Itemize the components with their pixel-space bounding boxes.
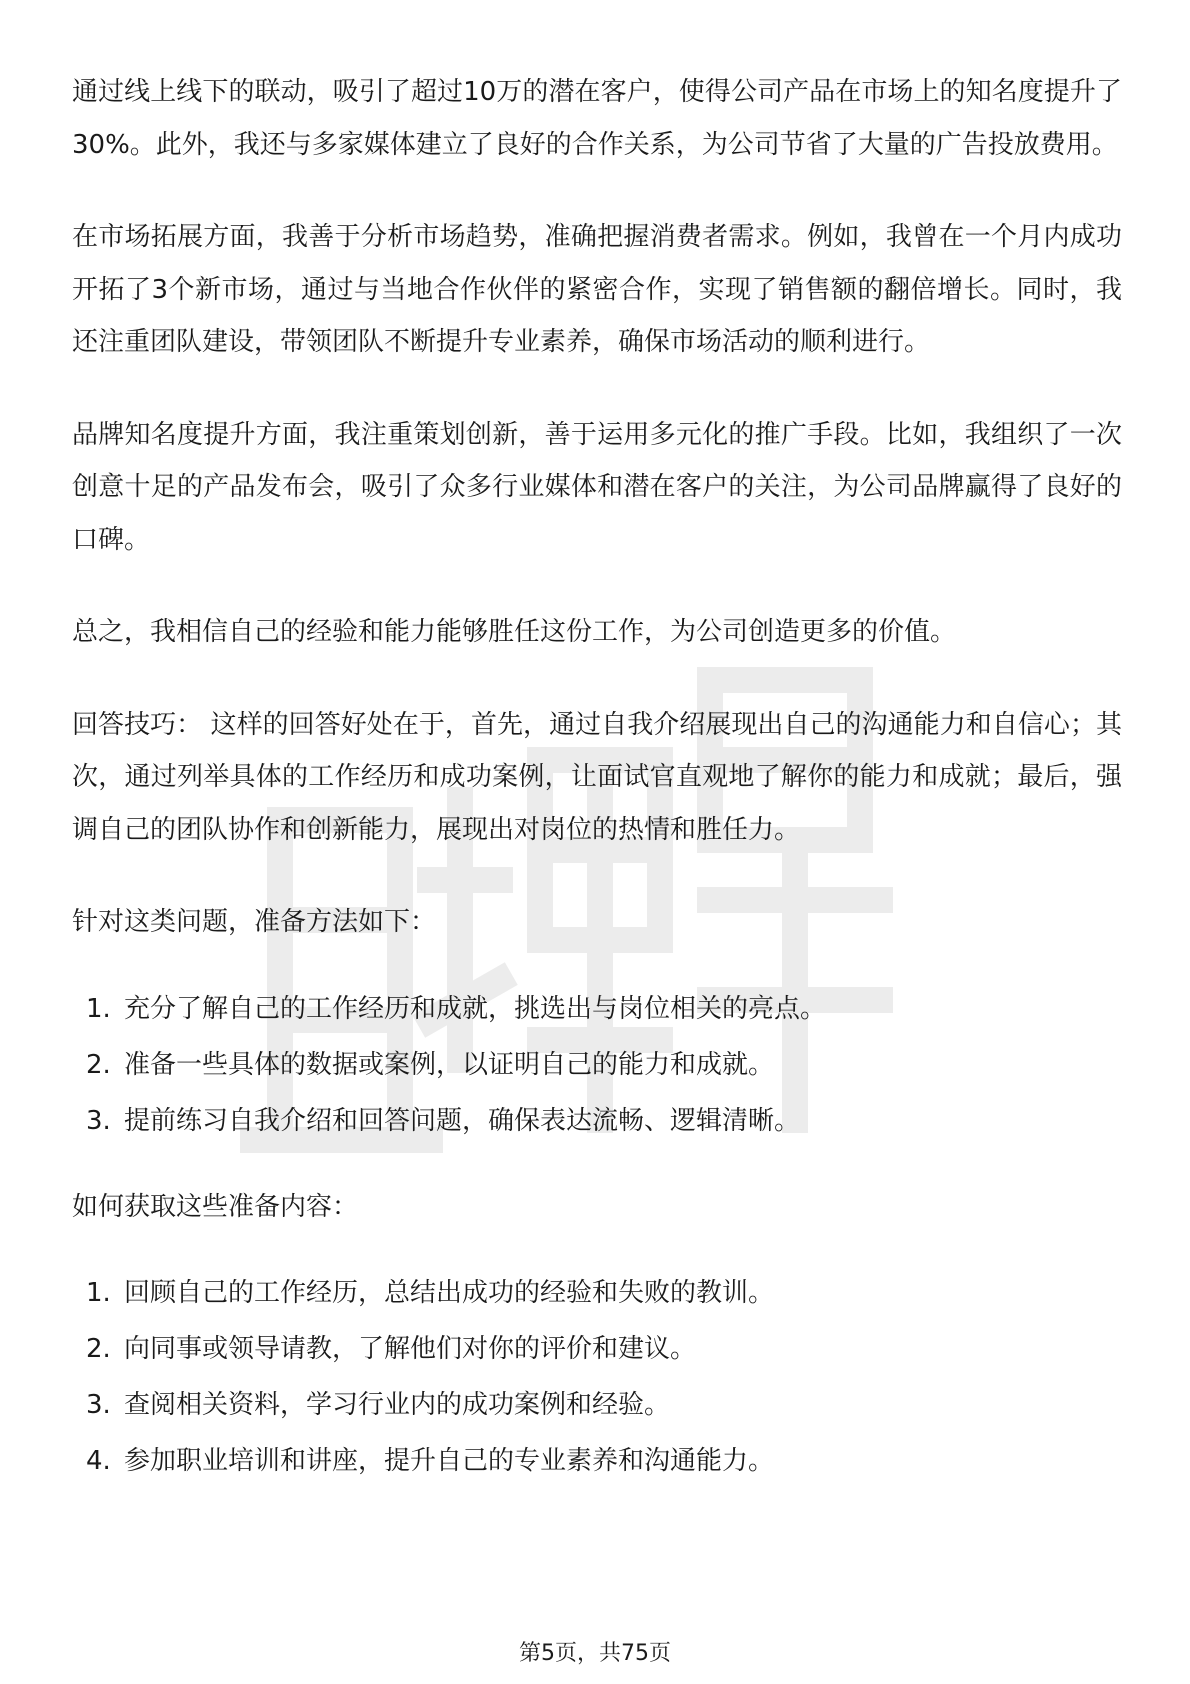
list-item <box>72 981 1122 1037</box>
list-item-text: 准备一些具体的数据或案例，以证明自己的能力和成就。 <box>124 1049 775 1080</box>
list-item <box>72 1037 1122 1093</box>
preparation-list <box>72 981 1122 1149</box>
list-item <box>72 1321 1122 1377</box>
list-item-number: 4. <box>86 1446 111 1476</box>
paragraph-market-expansion: 在市场拓展方面，我善于分析市场趋势，准确把握消费者需求。例如，我曾在一个月内成功开拓了3个新市场，通过与当地合作伙伴的紧密合作，实现了销售额的翻倍增长。同时，我还注重团队建设，带领团队不断提升专业素养，确保市场活动的顺利进行。 <box>72 222 1122 357</box>
document-body <box>72 66 1122 1489</box>
heading-preparation-methods: 针对这类问题，准备方法如下： <box>72 907 437 937</box>
list-item-text: 向同事或领导请教，了解他们对你的评价和建议。 <box>124 1334 697 1364</box>
list-item-number: 3. <box>86 1105 111 1136</box>
list-item <box>72 1377 1122 1433</box>
paragraph-conclusion: 总之，我相信自己的经验和能力能够胜任这份工作，为公司创造更多的价值。 <box>72 617 957 647</box>
list-item <box>72 1433 1122 1489</box>
paragraph-brand-awareness: 品牌知名度提升方面，我注重策划创新，善于运用多元化的推广手段。比如，我组织了一次创意十足的产品发布会，吸引了众多行业媒体和潜在客户的关注，为公司品牌赢得了良好的口碑。 <box>72 419 1122 555</box>
paragraph-answer-tips: 回答技巧： 这样的回答好处在于，首先，通过自我介绍展现出自己的沟通能力和自信心；其次，通过列举具体的工作经历和成功案例，让面试官直观地了解你的能力和成就；最后，强调自己的团队协作和创新能力，展现出对岗位的热情和胜任力。 <box>72 709 1122 845</box>
list-item-number: 2. <box>86 1334 111 1364</box>
list-item-text: 查阅相关资料，学习行业内的成功案例和经验。 <box>124 1390 671 1420</box>
list-item <box>72 1265 1122 1321</box>
list-item-text: 提前练习自我介绍和回答问题，确保表达流畅、逻辑清晰。 <box>124 1105 801 1136</box>
heading-how-to-obtain: 如何获取这些准备内容： <box>72 1191 359 1222</box>
list-item-number: 2. <box>86 1049 111 1080</box>
list-item-text: 回顾自己的工作经历，总结出成功的经验和失败的教训。 <box>124 1278 775 1308</box>
page-footer: 第5页，共75页 <box>519 1641 671 1666</box>
list-item <box>72 1093 1122 1149</box>
list-item-text: 参加职业培训和讲座，提升自己的专业素养和沟通能力。 <box>124 1446 775 1476</box>
list-item-number: 1. <box>86 1278 111 1308</box>
list-item-number: 1. <box>86 993 111 1024</box>
list-item-number: 3. <box>86 1390 111 1420</box>
source-list <box>72 1265 1122 1489</box>
list-item-text: 充分了解自己的工作经历和成就，挑选出与岗位相关的亮点。 <box>124 993 827 1024</box>
paragraph-media-partnership: 通过线上线下的联动，吸引了超过10万的潜在客户，使得公司产品在市场上的知名度提升了30%。此外，我还与多家媒体建立了良好的合作关系，为公司节省了大量的广告投放费用。 <box>72 77 1122 160</box>
